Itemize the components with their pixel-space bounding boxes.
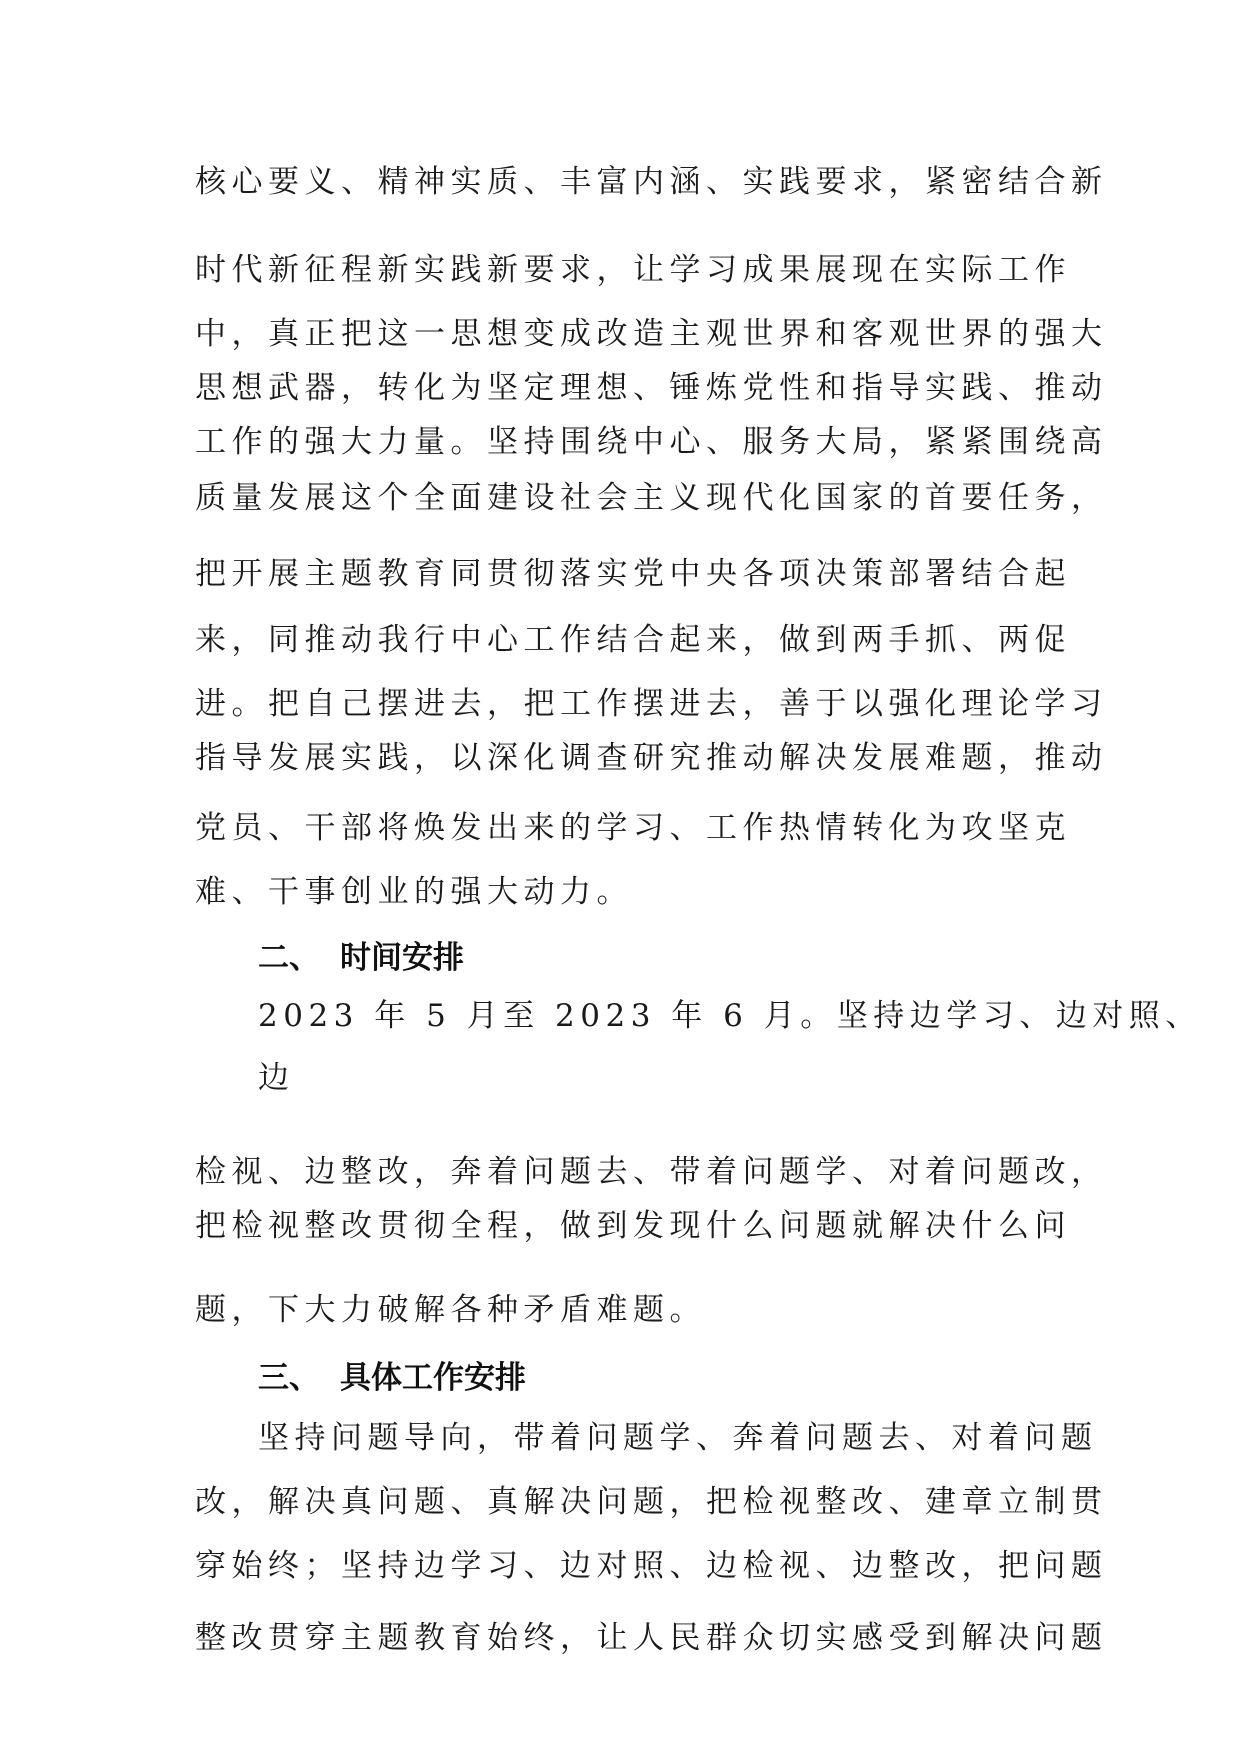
section-title: 时间安排	[340, 940, 464, 976]
section-heading-work	[258, 1358, 526, 1398]
section3-line-4: 整改贯穿主题教育始终，让人民群众切实感受到解决问题	[195, 1620, 1108, 1656]
section2-line-5: 题，下大力破解各种矛盾难题。	[195, 1292, 706, 1328]
section2-line-4: 把检视整改贯彻全程，做到发现什么问题就解决什么问	[195, 1208, 1071, 1244]
body-line-5: 工作的强大力量。坚持围绕中心、服务大局，紧紧围绕高	[195, 424, 1108, 460]
body-line-4: 思想武器，转化为坚定理想、锤炼党性和指导实践、推动	[195, 370, 1108, 406]
section-heading-time	[258, 938, 464, 978]
body-line-6: 质量发展这个全面建设社会主义现代化国家的首要任务，	[195, 480, 1108, 516]
section3-line-3: 穿始终；坚持边学习、边对照、边检视、边整改，把问题	[195, 1548, 1108, 1584]
body-line-3: 中，真正把这一思想变成改造主观世界和客观世界的强大	[195, 316, 1108, 352]
body-line-11: 党员、干部将焕发出来的学习、工作热情转化为攻坚克	[195, 810, 1071, 846]
body-line-9: 进。把自己摆进去，把工作摆进去，善于以强化理论学习	[195, 686, 1108, 722]
body-line-12: 难、干事创业的强大动力。	[195, 874, 633, 910]
body-line-8: 来，同推动我行中心工作结合起来，做到两手抓、两促	[195, 622, 1071, 658]
body-line-1: 核心要义、精神实质、丰富内涵、实践要求，紧密结合新	[195, 164, 1108, 200]
section2-line-3: 检视、边整改，奔着问题去、带着问题学、对着问题改，	[195, 1154, 1108, 1190]
body-line-2: 时代新征程新实践新要求，让学习成果展现在实际工作	[195, 252, 1071, 288]
body-line-7: 把开展主题教育同贯彻落实党中央各项决策部署结合起	[195, 556, 1071, 592]
section2-line-2: 边	[258, 1060, 295, 1096]
section3-line-1: 坚持问题导向，带着问题学、奔着问题去、对着问题	[258, 1420, 1098, 1456]
section3-line-2: 改，解决真问题、真解决问题，把检视整改、建章立制贯	[195, 1484, 1108, 1520]
section-number: 二、	[258, 940, 320, 976]
section-title: 具体工作安排	[340, 1360, 526, 1396]
section2-line-1: 2023 年 5 月至 2023 年 6 月。坚持边学习、边对照、	[258, 998, 1202, 1034]
body-line-10: 指导发展实践，以深化调查研究推动解决发展难题，推动	[195, 740, 1108, 776]
section-number: 三、	[258, 1360, 320, 1396]
